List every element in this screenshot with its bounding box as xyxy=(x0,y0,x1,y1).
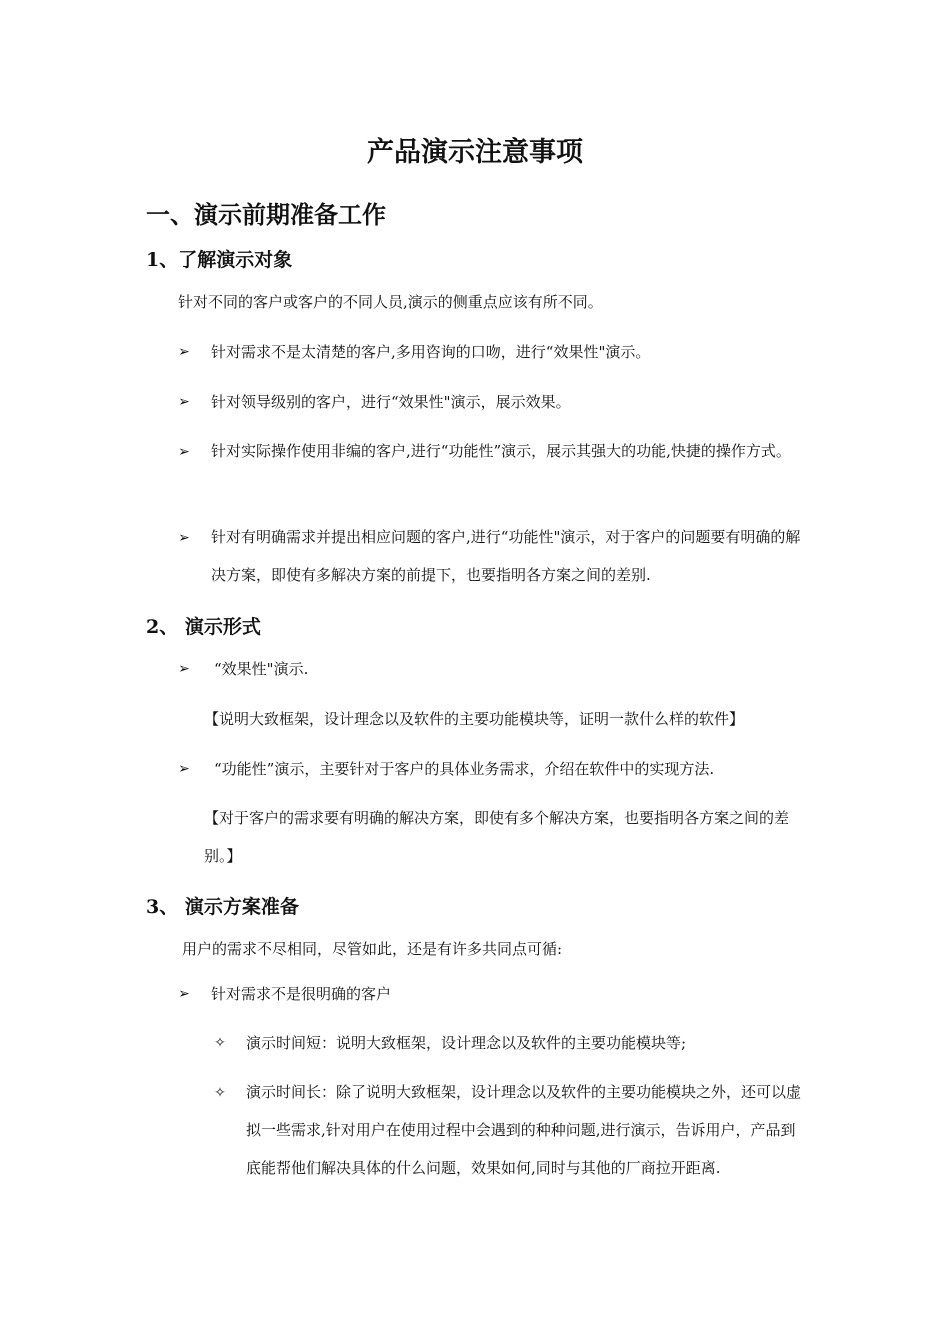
arrow-bullet-icon: ➢ xyxy=(178,344,190,360)
diamond-bullet-icon: ✧ xyxy=(214,1035,226,1051)
sub-list-item: 演示时间长：除了说明大致框架，设计理念以及软件的主要功能模块之外，还可以虚拟一些需求,针对用户在使用过程中会遇到的种种问题,进行演示，告诉用户，产品到底能帮他们解决具体的什么问题，效果如何,同时与其他的厂商拉开距离. xyxy=(246,1083,802,1177)
arrow-bullet-icon: ➢ xyxy=(178,661,190,677)
diamond-bullet-icon: ✧ xyxy=(214,1085,226,1101)
arrow-bullet-icon: ➢ xyxy=(178,986,190,1002)
subheading-2: 2、 演示形式 xyxy=(146,616,261,638)
list-item: “功能性”演示，主要针对于客户的具体业务需求，介绍在软件中的实现方法. xyxy=(214,760,715,778)
subheading-3: 3、 演示方案准备 xyxy=(146,896,299,918)
list-item: 针对需求不是太清楚的客户,多用咨询的口吻，进行“效果性"演示。 xyxy=(211,343,651,361)
subheading-1: 1、了解演示对象 xyxy=(146,249,293,271)
list-item: “效果性"演示. xyxy=(214,660,309,678)
list-item: 针对有明确需求并提出相应问题的客户,进行“功能性"演示，对于客户的问题要有明确的解决方案，即使有多解决方案的前提下，也要指明各方案之间的差别. xyxy=(211,528,801,584)
arrow-bullet-icon: ➢ xyxy=(178,530,190,546)
arrow-bullet-icon: ➢ xyxy=(178,444,190,460)
arrow-bullet-icon: ➢ xyxy=(178,761,190,777)
list-item: 针对领导级别的客户，进行“效果性"演示，展示效果。 xyxy=(211,393,571,411)
arrow-bullet-icon: ➢ xyxy=(178,394,190,410)
intro-paragraph: 针对不同的客户或客户的不同人员,演示的侧重点应该有所不同。 xyxy=(178,293,603,311)
intro-paragraph: 用户的需求不尽相同，尽管如此，还是有许多共同点可循: xyxy=(182,940,563,958)
doc-title: 产品演示注意事项 xyxy=(367,137,583,168)
bracket-note: 【说明大致框架，设计理念以及软件的主要功能模块等，证明一款什么样的软件】 xyxy=(204,710,745,728)
bracket-note: 【对于客户的需求要有明确的解决方案，即使有多个解决方案，也要指明各方案之间的差别。】 xyxy=(204,809,790,865)
sub-list-item: 演示时间短：说明大致框架，设计理念以及软件的主要功能模块等; xyxy=(246,1034,687,1052)
section-heading-1: 一、演示前期准备工作 xyxy=(146,200,386,229)
list-item: 针对实际操作使用非编的客户,进行“功能性”演示，展示其强大的功能,快捷的操作方式。 xyxy=(211,442,791,460)
list-item: 针对需求不是很明确的客户 xyxy=(211,985,392,1003)
